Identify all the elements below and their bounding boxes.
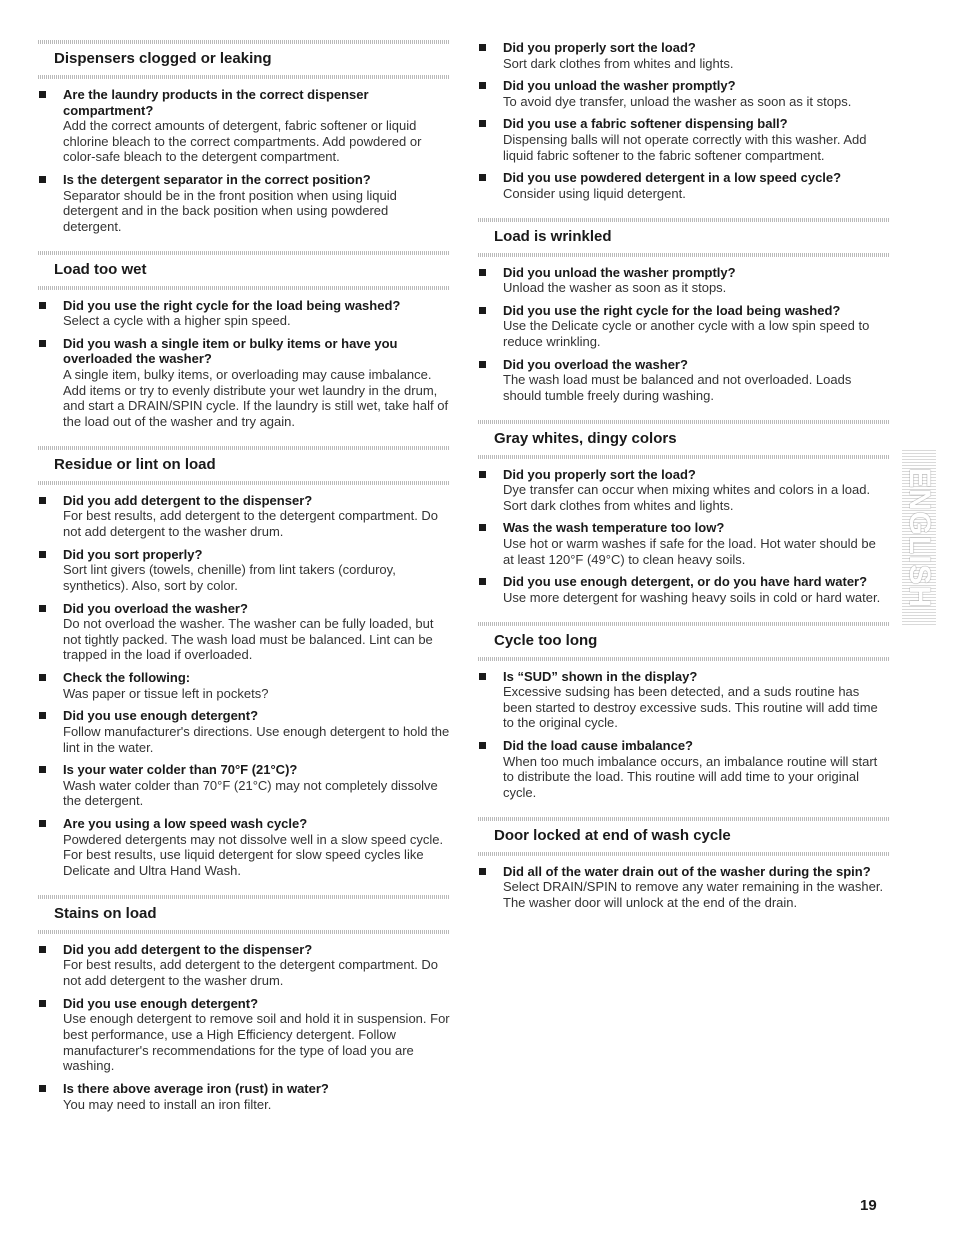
faq-question: Did you use enough detergent?	[63, 708, 259, 724]
square-bullet-icon	[39, 712, 46, 719]
section-title: Stains on load	[54, 904, 157, 922]
faq-answer: Select a cycle with a higher spin speed.	[63, 313, 291, 329]
square-bullet-icon	[39, 302, 46, 309]
faq-item	[478, 669, 890, 732]
faq-answer: To avoid dye transfer, unload the washer as soon as it stops.	[503, 93, 852, 109]
square-bullet-icon	[39, 91, 46, 98]
square-bullet-icon	[39, 176, 46, 183]
faq-question: Did you use the right cycle for the load being washed?	[63, 297, 401, 313]
section-header	[38, 40, 450, 79]
section-title: Dispensers clogged or leaking	[54, 50, 272, 67]
square-bullet-icon	[39, 820, 46, 827]
square-bullet-icon	[39, 340, 46, 347]
faq-answer: Use enough detergent to remove soil and hold it in suspension. For best performance, use a High Efficiency detergent. Follow manufacturer's recommendations for the type of load you are washing.	[63, 1011, 450, 1074]
faq-answer: You may need to install an iron filter.	[63, 1096, 272, 1112]
faq-item	[38, 670, 450, 701]
faq-question: Did you unload the washer promptly?	[503, 78, 736, 94]
square-bullet-icon	[39, 605, 46, 612]
square-bullet-icon	[479, 524, 486, 531]
troubleshooting-section	[38, 251, 450, 430]
square-bullet-icon	[479, 44, 486, 51]
square-bullet-icon	[39, 1085, 46, 1092]
faq-item	[38, 708, 450, 755]
faq-question: Is the detergent separator in the correct position?	[63, 172, 371, 188]
faq-question: Was the wash temperature too low?	[503, 520, 725, 536]
faq-answer: Sort lint givers (towels, chenille) from lint takers (corduroy, synthetics). Also, sort by color.	[63, 562, 396, 593]
faq-answer: Powdered detergents may not dissolve well in a slow speed cycle. For best results, use liquid detergent for slow speed cycles like Delicate and Ultra Hand Wash.	[63, 831, 444, 879]
faq-answer: Wash water colder than 70°F (21°C) may not completely dissolve the detergent.	[63, 777, 438, 809]
section-header	[478, 218, 890, 257]
faq-item	[38, 1081, 450, 1112]
square-bullet-icon	[479, 742, 486, 749]
faq-answer: Unload the washer as soon as it stops.	[503, 280, 727, 296]
square-bullet-icon	[479, 307, 486, 314]
troubleshooting-section	[38, 40, 450, 235]
faq-question: Is your water colder than 70°F (21°C)?	[63, 762, 298, 778]
faq-item	[38, 298, 450, 329]
faq-answer: A single item, bulky items, or overloading may cause imbalance. Add items or try to evenly distribute your wet laundry in the drum, and start a DRAIN/SPIN cycle. If the laundry is still wet, take half of the load out of the washer and try again.	[63, 366, 449, 430]
faq-answer: Use hot or warm washes if safe for the load. Hot water should be at least 120°F (49°C) to clean heavy soils.	[503, 535, 876, 567]
square-bullet-icon	[39, 766, 46, 773]
faq-question: Did you add detergent to the dispenser?	[63, 941, 313, 957]
faq-item	[38, 601, 450, 664]
troubleshooting-section	[478, 420, 890, 606]
square-bullet-icon	[479, 120, 486, 127]
right-column	[478, 40, 890, 927]
faq-item	[478, 520, 890, 567]
faq-item	[38, 336, 450, 430]
faq-item	[38, 762, 450, 809]
faq-answer: Excessive sudsing has been detected, and a suds routine has been started to destroy excessive suds. This routine will add time to the original cycle.	[503, 684, 878, 731]
faq-answer: Follow manufacturer's directions. Use enough detergent to hold the lint in the water.	[63, 723, 450, 755]
faq-question: Did you sort properly?	[63, 546, 203, 562]
faq-item	[38, 942, 450, 989]
troubleshooting-section	[478, 40, 890, 202]
square-bullet-icon	[39, 946, 46, 953]
section-title: Door locked at end of wash cycle	[494, 826, 731, 844]
faq-question: Did you overload the washer?	[63, 600, 248, 616]
faq-item	[478, 170, 890, 201]
square-bullet-icon	[479, 673, 486, 680]
faq-answer: Was paper or tissue left in pockets?	[63, 685, 269, 701]
faq-answer: Sort dark clothes from whites and lights.	[503, 55, 734, 71]
square-bullet-icon	[479, 82, 486, 89]
faq-item	[38, 493, 450, 540]
troubleshooting-section	[38, 446, 450, 879]
square-bullet-icon	[39, 497, 46, 504]
faq-question: Did you use the right cycle for the load being washed?	[503, 302, 841, 318]
faq-answer: For best results, add detergent to the detergent compartment. Do not add detergent to the washer drum.	[63, 508, 439, 539]
faq-item	[478, 78, 890, 109]
troubleshooting-section	[478, 622, 890, 801]
square-bullet-icon	[479, 471, 486, 478]
faq-answer: Do not overload the washer. The washer can be fully loaded, but not tightly packed. The wash load must be balanced. Lint can be trapped in the load if overloaded.	[63, 616, 434, 663]
faq-item	[478, 40, 890, 71]
faq-question: Is there above average iron (rust) in water?	[63, 1081, 329, 1096]
faq-answer: The wash load must be balanced and not overloaded. Loads should tumble freely during washing.	[503, 372, 852, 403]
square-bullet-icon	[479, 269, 486, 276]
faq-item	[478, 116, 890, 163]
faq-answer: Consider using liquid detergent.	[503, 185, 686, 201]
faq-item	[478, 574, 890, 605]
faq-answer: Use more detergent for washing heavy soils in cold or hard water.	[503, 589, 881, 605]
troubleshooting-section	[478, 218, 890, 404]
section-header	[478, 622, 890, 661]
faq-question: Check the following:	[63, 670, 191, 686]
square-bullet-icon	[39, 1000, 46, 1007]
faq-answer: When too much imbalance occurs, an imbalance routine will start to distribute the load. This routine will add time to your original cycle.	[503, 753, 878, 801]
square-bullet-icon	[39, 551, 46, 558]
section-title: Load too wet	[54, 260, 147, 278]
page-number: 19	[860, 1197, 877, 1214]
section-header	[478, 817, 890, 856]
section-title: Cycle too long	[494, 631, 598, 649]
faq-item	[38, 996, 450, 1074]
section-header	[38, 251, 450, 290]
faq-answer: Select DRAIN/SPIN to remove any water remaining in the washer. The washer door will unlock at the end of the drain.	[503, 879, 884, 910]
faq-question: Are the laundry products in the correct dispenser compartment?	[63, 87, 369, 118]
faq-question: Did you add detergent to the dispenser?	[63, 492, 313, 508]
faq-question: Did all of the water drain out of the washer during the spin?	[503, 863, 871, 879]
faq-item	[38, 816, 450, 879]
square-bullet-icon	[479, 578, 486, 585]
faq-answer: Dye transfer can occur when mixing whites and colors in a load. Sort dark clothes from whites and lights.	[503, 482, 871, 513]
section-header	[478, 420, 890, 459]
language-tab	[902, 450, 936, 625]
faq-item	[478, 738, 890, 801]
faq-question: Did you unload the washer promptly?	[503, 264, 736, 280]
faq-item	[478, 467, 890, 514]
faq-answer: Add the correct amounts of detergent, fabric softener or liquid chlorine bleach to the correct compartments. Add powdered or color-safe bleach to the detergent compartment.	[63, 118, 422, 165]
faq-item	[478, 357, 890, 404]
faq-question: Is “SUD” shown in the display?	[503, 668, 698, 684]
faq-item	[38, 172, 450, 235]
faq-answer: Dispensing balls will not operate correctly with this washer. Add liquid fabric softener to the fabric softener compartment.	[503, 131, 867, 163]
faq-question: Did the load cause imbalance?	[503, 738, 693, 754]
square-bullet-icon	[479, 868, 486, 875]
section-title: Load is wrinkled	[494, 227, 612, 245]
square-bullet-icon	[39, 674, 46, 681]
square-bullet-icon	[479, 174, 486, 181]
section-header	[38, 446, 450, 485]
faq-item	[478, 864, 890, 911]
faq-item	[38, 87, 450, 165]
faq-question: Did you overload the washer?	[503, 356, 688, 372]
square-bullet-icon	[479, 361, 486, 368]
faq-question: Did you properly sort the load?	[503, 466, 696, 482]
faq-question: Did you use enough detergent, or do you have hard water?	[503, 574, 868, 590]
faq-question: Did you use a fabric softener dispensing ball?	[503, 116, 788, 132]
faq-item	[38, 547, 450, 594]
language-tab-label: ENGLISH	[903, 467, 937, 608]
section-title: Gray whites, dingy colors	[494, 429, 677, 447]
section-header	[38, 895, 450, 934]
faq-answer: For best results, add detergent to the detergent compartment. Do not add detergent to the washer drum.	[63, 957, 439, 988]
section-title: Residue or lint on load	[54, 455, 216, 473]
faq-question: Are you using a low speed wash cycle?	[63, 816, 308, 832]
faq-question: Did you wash a single item or bulky items or have you overloaded the washer?	[63, 335, 398, 367]
faq-item	[478, 303, 890, 350]
faq-answer: Separator should be in the front position when using liquid detergent and in the back position when using powdered detergent.	[63, 187, 397, 235]
faq-question: Did you properly sort the load?	[503, 40, 696, 55]
left-column	[38, 40, 450, 1128]
faq-question: Did you use enough detergent?	[63, 995, 259, 1011]
faq-question: Did you use powdered detergent in a low speed cycle?	[503, 170, 842, 186]
troubleshooting-section	[478, 817, 890, 911]
faq-item	[478, 265, 890, 296]
troubleshooting-section	[38, 895, 450, 1112]
faq-answer: Use the Delicate cycle or another cycle with a low spin speed to reduce wrinkling.	[503, 318, 870, 349]
